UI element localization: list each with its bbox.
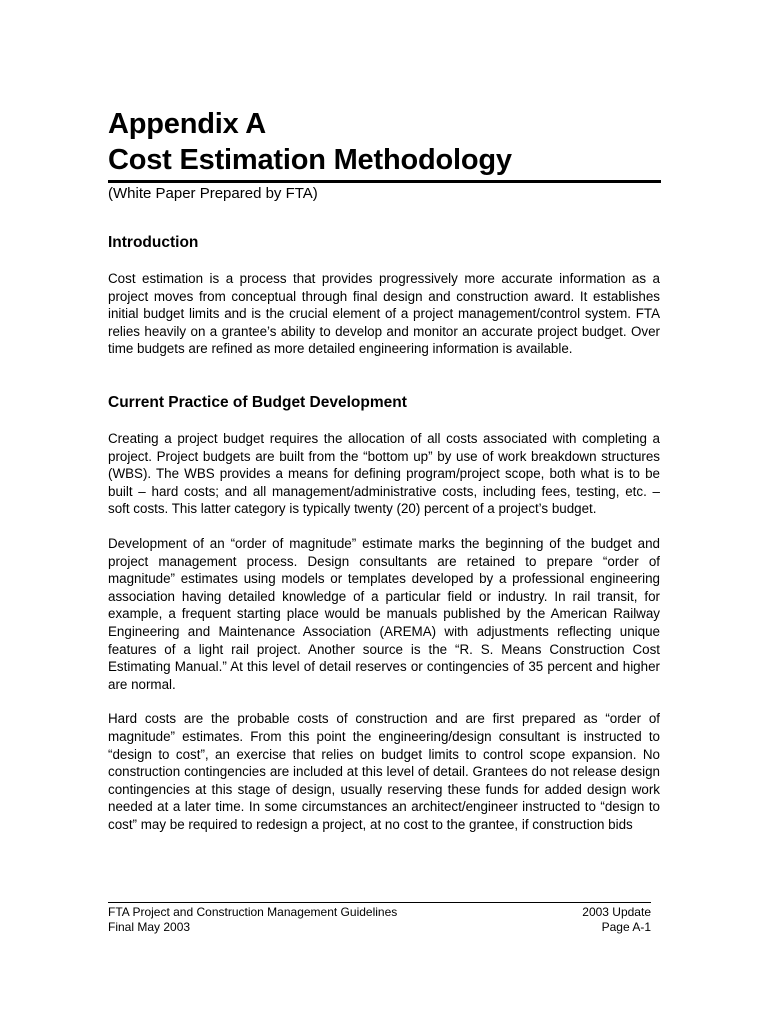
title-block: [108, 106, 661, 204]
current-practice-section: [108, 393, 660, 833]
footer-guidelines-title: FTA Project and Construction Management Guidelines: [108, 905, 398, 919]
budget-paragraph-1: Creating a project budget requires the allocation of all costs associated with completing a project. Project budgets are built from the “bottom up” by use of work breakdown structures (WBS). The WBS provides a means for defining program/project scope, both what is to be built – hard costs; and all management/administrative costs, including fees, testing, etc. – soft costs. This latter category is typically twenty (20) percent of a project’s budget.: [108, 431, 660, 517]
introduction-paragraph: Cost estimation is a process that provides progressively more accurate information as a project moves from conceptual through final design and construction award. It establishes initial budget limits and is the crucial element of a project management/control system. FTA relies heavily on a grantee’s ability to develop and monitor an accurate project budget. Over time budgets are refined as more detailed engineering information is available.: [108, 271, 660, 357]
budget-paragraph-2: Development of an “order of magnitude” estimate marks the beginning of the budget and project management process. Design consultants are retained to prepare “order of magnitude” estimates using models or templates developed by a professional engineering association having detailed knowledge of a particular field or industry. In rail transit, for example, a frequent starting place would be manuals published by the American Railway Engineering and Maintenance Association (AREMA) with adjustments reflecting unique features of a light rail project. Another source is the “R. S. Means Construction Cost Estimating Manual.” At this level of detail reserves or contingencies of 35 percent and higher are normal.: [108, 535, 660, 692]
introduction-section: [108, 233, 660, 358]
document-title: Cost Estimation Methodology: [108, 144, 512, 176]
title-divider: [108, 180, 661, 183]
document-subtitle: (White Paper Prepared by FTA): [108, 185, 318, 202]
footer-date: Final May 2003: [108, 919, 191, 934]
appendix-title: Appendix A: [108, 108, 267, 140]
page-footer: [108, 902, 651, 934]
budget-paragraph-3: Hard costs are the probable costs of construction and are first prepared as “order of magnitude” estimates. From this point the engineering/design consultant is instructed to “design to cost”, an exercise that relies on budget limits to control scope expansion. No construction contingencies are included at this level of detail. Grantees do not release design contingencies at this stage of design, usually reserving these funds for added design work needed at a later time. In some circumstances an architect/engineer instructed to “design to cost” may be required to redesign a project, at no cost to the grantee, if construction bids: [108, 711, 660, 832]
introduction-heading: Introduction: [108, 234, 199, 251]
current-practice-heading: Current Practice of Budget Development: [108, 394, 407, 411]
footer-update-label: 2003 Update: [582, 905, 651, 919]
footer-row-1: [108, 905, 651, 920]
footer-divider: [108, 902, 651, 903]
footer-row-2: [108, 920, 651, 935]
footer-page-number: Page A-1: [601, 919, 651, 934]
